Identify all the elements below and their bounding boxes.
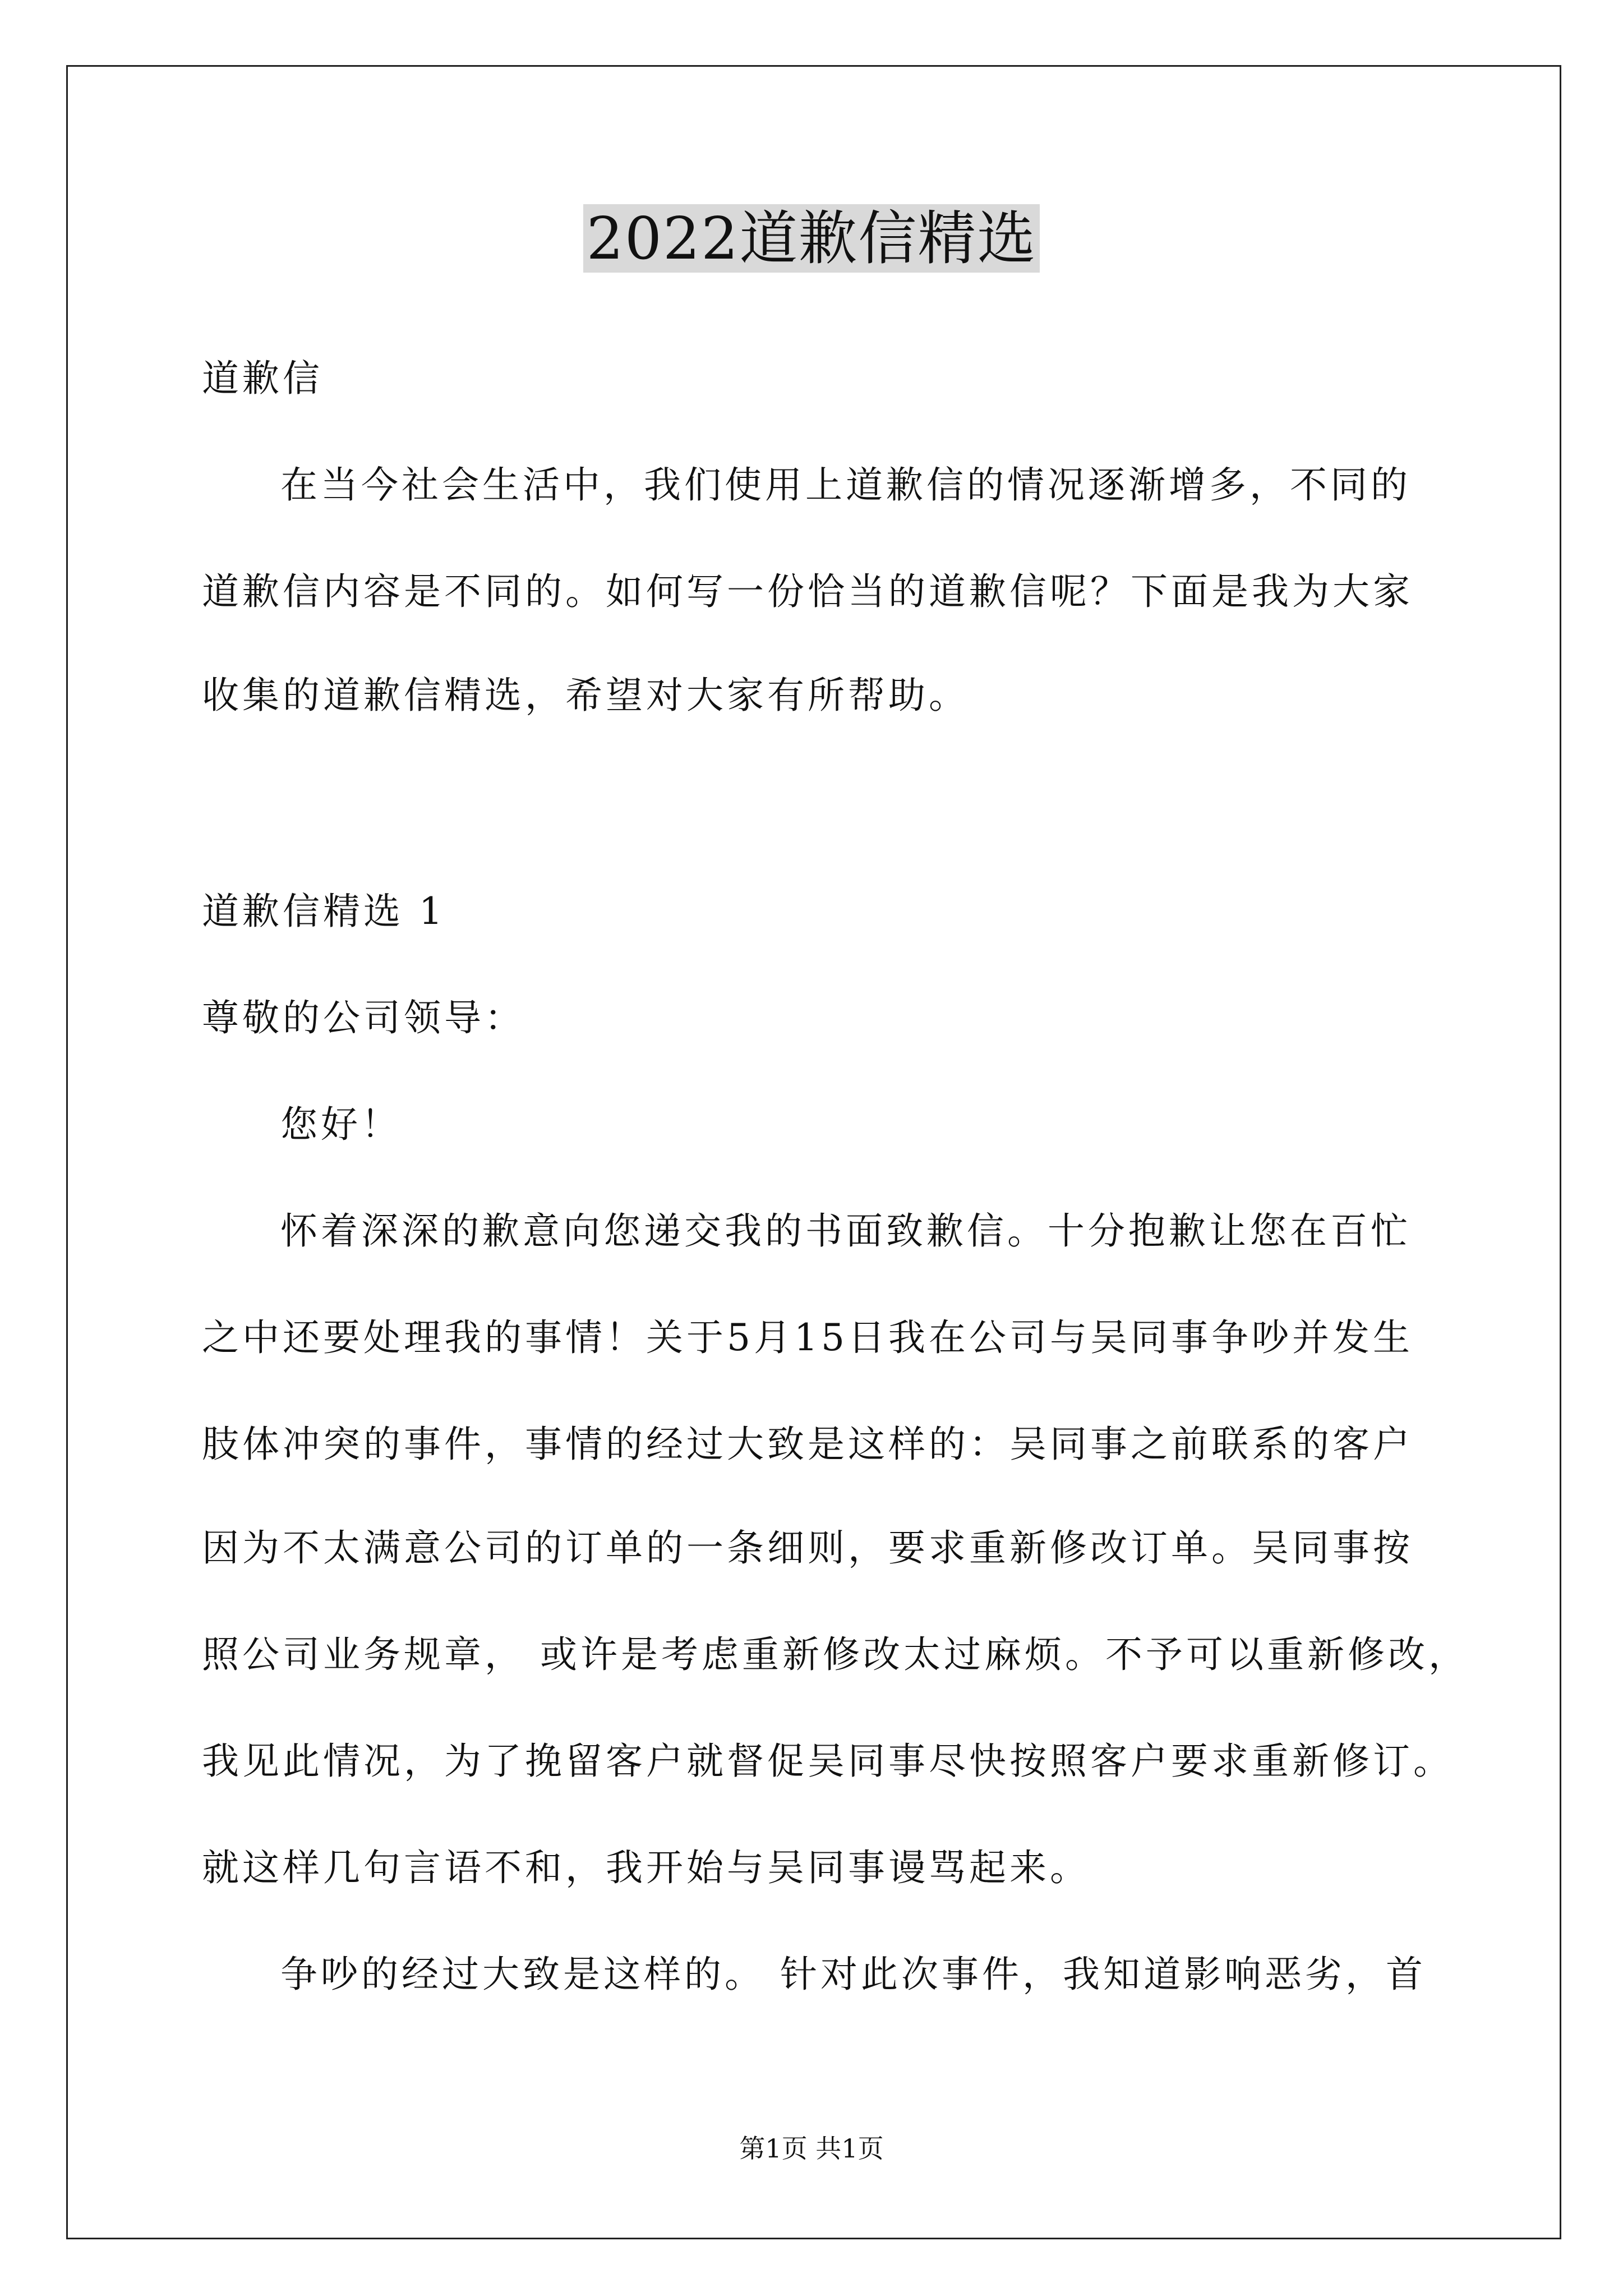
para1-line-7: 就这样几句言语不和，我开始与吴同事谩骂起来。	[202, 1846, 1090, 1889]
para1-line-4: 因为不太满意公司的订单的一条细则，要求重新修改订单。吴同事按	[202, 1526, 1413, 1570]
para1-line-2: 之中还要处理我的事情！关于5月15日我在公司与吴同事争吵并发生	[202, 1316, 1413, 1359]
para1-line-3: 肢体冲突的事件，事情的经过大致是这样的：吴同事之前联系的客户	[202, 1423, 1413, 1466]
document-title	[0, 199, 1623, 278]
intro-line-1: 在当今社会生活中，我们使用上道歉信的情况逐渐增多，不同的	[280, 463, 1411, 507]
intro-line-2: 道歉信内容是不同的。如何写一份恰当的道歉信呢？下面是我为大家	[202, 570, 1413, 613]
page-footer: 第1页 共1页	[739, 2133, 884, 2164]
salutation: 尊敬的公司领导：	[202, 996, 525, 1039]
section-heading: 道歉信精选 1	[202, 890, 446, 933]
para1-line-5: 照公司业务规章， 或许是考虑重新修改太过麻烦。不予可以重新修改，	[202, 1633, 1469, 1676]
para2-line-1: 争吵的经过大致是这样的。 针对此次事件，我知道影响恶劣，首	[280, 1953, 1426, 1996]
para1-line-1: 怀着深深的歉意向您递交我的书面致歉信。十分抱歉让您在百忙	[280, 1209, 1411, 1253]
title-text: 2022道歉信精选	[583, 204, 1040, 273]
greeting: 您好！	[280, 1103, 402, 1146]
intro-line-3: 收集的道歉信精选，希望对大家有所帮助。	[202, 674, 969, 717]
intro-heading: 道歉信	[202, 357, 323, 400]
para1-line-6: 我见此情况，为了挽留客户就督促吴同事尽快按照客户要求重新修订。	[202, 1740, 1454, 1783]
